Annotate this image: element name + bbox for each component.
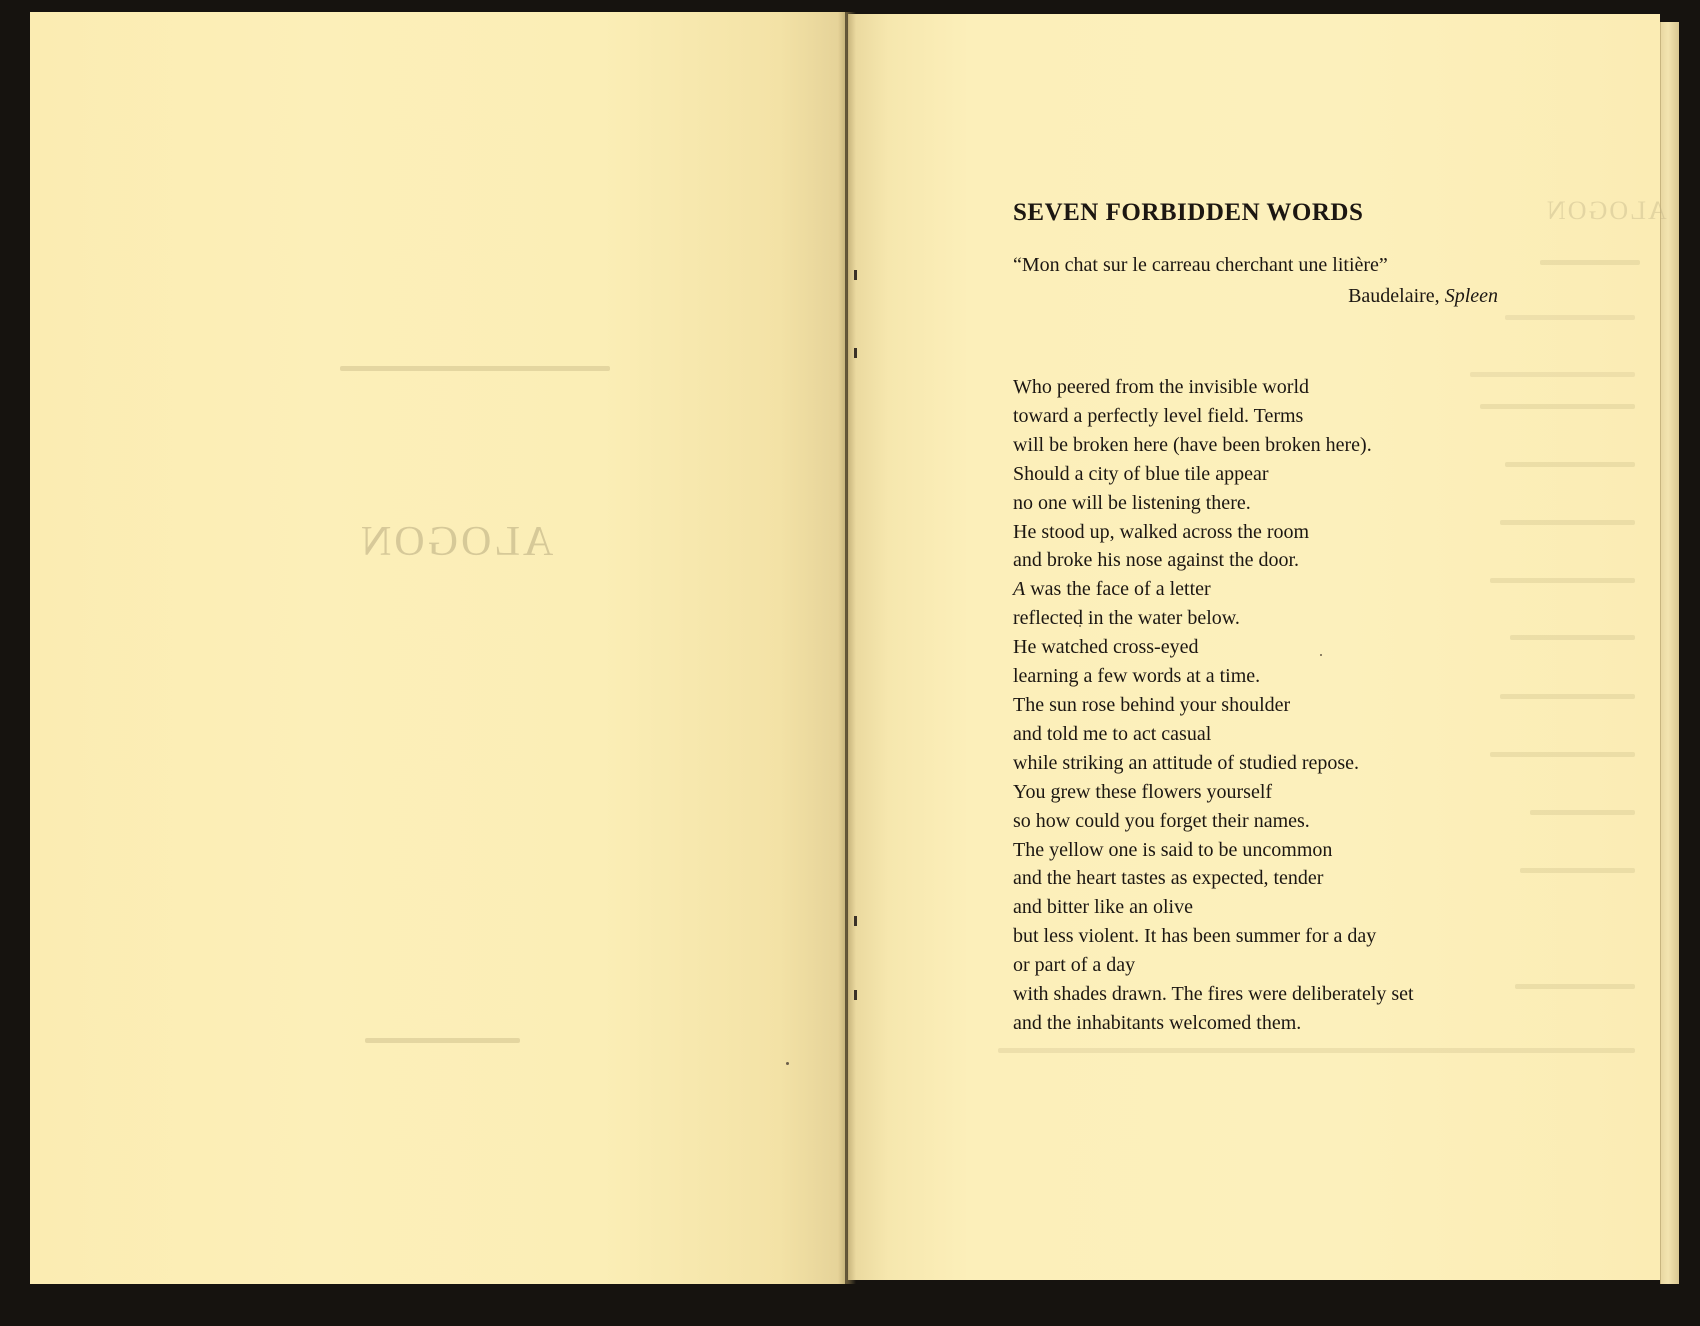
- poem-line: and told me to act casual: [1013, 722, 1212, 745]
- poem-line: and bitter like an olive: [1013, 896, 1193, 919]
- poem-block: [1013, 195, 1573, 1038]
- binding-stitch: [854, 916, 857, 926]
- binding-stitch: [854, 270, 857, 280]
- poem-line: He watched cross-eyed: [1013, 636, 1199, 659]
- poem-line: and broke his nose against the door.: [1013, 549, 1300, 572]
- poem-line: He stood up, walked across the room: [1013, 520, 1310, 543]
- poem-line: and the heart tastes as expected, tender: [1013, 867, 1324, 890]
- poem-line: Who peered from the invisible world: [1013, 376, 1310, 398]
- epigraph-author: Baudelaire,: [1348, 285, 1440, 307]
- poem-line-italic-letter: A: [1013, 578, 1026, 601]
- show-through-text: [340, 366, 610, 371]
- poem-title: SEVEN FORBIDDEN WORDS: [1013, 199, 1364, 226]
- poem-line: so how could you forget their names.: [1013, 809, 1310, 832]
- poem-line: no one will be listening there.: [1013, 491, 1251, 514]
- poem-line: learning a few words at a time.: [1013, 665, 1261, 688]
- poem-line: reflected in the water below.: [1013, 607, 1240, 630]
- show-through-text: [365, 1038, 520, 1043]
- poem-line: Should a city of blue tile appear: [1013, 462, 1269, 485]
- epigraph-source: [1013, 281, 1498, 311]
- show-through-text: [998, 1048, 1635, 1053]
- epigraph-quote: “Mon chat sur le carreau cherchant une litière”: [1013, 254, 1388, 276]
- poem-line: but less violent. It has been summer for a day: [1013, 925, 1377, 948]
- book-gutter: [838, 12, 856, 1284]
- binding-stitch: [854, 990, 857, 1000]
- poem-line: The sun rose behind your shoulder: [1013, 693, 1291, 716]
- poem-line: and the inhabitants welcomed them.: [1013, 1011, 1302, 1034]
- show-through-title: ALOGON: [358, 519, 554, 565]
- poem-line: with shades drawn. The fires were deliberately set: [1013, 983, 1414, 1006]
- poem-line: The yellow one is said to be uncommon: [1013, 838, 1333, 861]
- poem-body: [1013, 373, 1573, 1038]
- paper-speck: [786, 1062, 789, 1065]
- poem-line: will be broken here (have been broken here).: [1013, 433, 1372, 456]
- poem-line: [1013, 575, 1573, 604]
- poem-line: while striking an attitude of studied repose.: [1013, 751, 1360, 774]
- show-through-title: ALOGON: [1545, 196, 1667, 225]
- poem-line-rest: was the face of a letter: [1025, 578, 1211, 601]
- poem-line: toward a perfectly level field. Terms: [1013, 404, 1304, 427]
- poem-line: or part of a day: [1013, 954, 1136, 977]
- poem-line: You grew these flowers yourself: [1013, 780, 1273, 803]
- left-page: [30, 12, 845, 1284]
- epigraph-work: Spleen: [1444, 285, 1498, 307]
- binding-stitch: [854, 348, 857, 358]
